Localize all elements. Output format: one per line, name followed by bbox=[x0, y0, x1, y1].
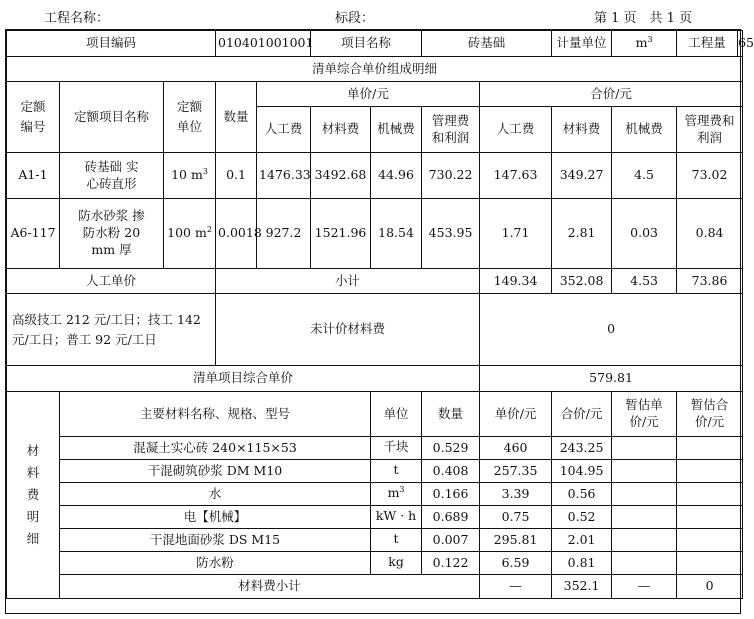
material-qty: 0.408 bbox=[422, 460, 480, 483]
column-header-row-1 bbox=[7, 82, 743, 107]
u-machine: 18.54 bbox=[371, 199, 422, 269]
col-quota-no: 定额编号 bbox=[7, 82, 60, 153]
u-machine: 44.96 bbox=[371, 153, 422, 199]
material-qty: 0.122 bbox=[422, 552, 480, 575]
unpriced-material-row bbox=[7, 294, 743, 366]
material-unit: 千块 bbox=[371, 437, 422, 460]
page-header bbox=[0, 0, 748, 30]
quota-unit: 10 $m^3$ bbox=[164, 153, 216, 199]
material-header-row bbox=[7, 392, 743, 437]
item-name: 砖基础 bbox=[422, 31, 552, 57]
unpriced-material-label: 未计价材料费 bbox=[216, 294, 480, 366]
subtotal-material: 352.08 bbox=[552, 269, 612, 294]
quota-no: A6-117 bbox=[7, 199, 60, 269]
labor-rates: 高级技工 212 元/工日；技工 142 元/工日；普工 92 元/工日 bbox=[7, 294, 216, 366]
labor-unit-price-label: 人工单价 bbox=[7, 269, 216, 294]
material-unit: kW · h bbox=[371, 506, 422, 529]
item-qty-cell bbox=[677, 31, 754, 57]
material-unit: kg bbox=[371, 552, 422, 575]
u-mgmt: 453.95 bbox=[422, 199, 480, 269]
material-price: 6.59 bbox=[480, 552, 552, 575]
material-price: 0.75 bbox=[480, 506, 552, 529]
material-subtotal-est-unit: — bbox=[612, 575, 677, 599]
mat-col-qty: 数量 bbox=[422, 392, 480, 437]
t-mgmt: 73.02 bbox=[677, 153, 743, 199]
quota-name: 防水砂浆 掺防水粉 20 mm 厚 bbox=[60, 199, 164, 269]
u-material: 1521.96 bbox=[311, 199, 371, 269]
material-total: 2.01 bbox=[552, 529, 612, 552]
material-row bbox=[7, 529, 743, 552]
material-est-total bbox=[677, 552, 743, 575]
material-est-unit bbox=[612, 437, 677, 460]
quota-qty: 0.0018 bbox=[216, 199, 257, 269]
mat-col-est-total: 暂估合价/元 bbox=[677, 392, 743, 437]
quota-qty: 0.1 bbox=[216, 153, 257, 199]
item-qty-label: 工程量 bbox=[677, 31, 738, 56]
material-row bbox=[7, 552, 743, 575]
project-name-label: 工程名称： bbox=[44, 11, 110, 26]
material-subtotal-row bbox=[7, 575, 743, 599]
material-est-unit bbox=[612, 483, 677, 506]
col-u-machine: 机械费 bbox=[371, 107, 422, 153]
material-row bbox=[7, 483, 743, 506]
mat-col-unit-price: 单价/元 bbox=[480, 392, 552, 437]
material-qty: 0.166 bbox=[422, 483, 480, 506]
subtotal-mgmt: 73.86 bbox=[677, 269, 743, 294]
material-total: 243.25 bbox=[552, 437, 612, 460]
composite-unit-price-row bbox=[7, 366, 743, 392]
mat-col-est-unit: 暂估单价/元 bbox=[612, 392, 677, 437]
t-material: 349.27 bbox=[552, 153, 612, 199]
t-labor: 1.71 bbox=[480, 199, 552, 269]
material-est-unit bbox=[612, 552, 677, 575]
material-name: 电【机械】 bbox=[60, 506, 371, 529]
composite-unit-price-label: 清单项目综合单价 bbox=[7, 366, 480, 392]
material-row bbox=[7, 460, 743, 483]
composite-unit-price-value: 579.81 bbox=[480, 366, 743, 392]
subtotal-machine: 4.53 bbox=[612, 269, 677, 294]
item-code: 010401001001 bbox=[216, 31, 311, 57]
col-u-material: 材料费 bbox=[311, 107, 371, 153]
col-total-price: 合价/元 bbox=[480, 82, 743, 107]
subtotal-row bbox=[7, 269, 743, 294]
material-row bbox=[7, 506, 743, 529]
page-info: 第 1 页 共 1 页 bbox=[594, 11, 693, 26]
material-row bbox=[7, 437, 743, 460]
unpriced-material-value: 0 bbox=[480, 294, 743, 366]
quota-row bbox=[7, 199, 743, 269]
material-unit: t bbox=[371, 460, 422, 483]
t-machine: 0.03 bbox=[612, 199, 677, 269]
material-price: 257.35 bbox=[480, 460, 552, 483]
t-labor: 147.63 bbox=[480, 153, 552, 199]
material-unit: t bbox=[371, 529, 422, 552]
material-est-total bbox=[677, 437, 743, 460]
material-side-label bbox=[7, 392, 60, 599]
material-est-total bbox=[677, 506, 743, 529]
u-labor: 1476.33 bbox=[257, 153, 311, 199]
material-est-total bbox=[677, 529, 743, 552]
col-u-labor: 人工费 bbox=[257, 107, 311, 153]
composition-title-row bbox=[7, 57, 743, 82]
material-price: 3.39 bbox=[480, 483, 552, 506]
t-material: 2.81 bbox=[552, 199, 612, 269]
t-machine: 4.5 bbox=[612, 153, 677, 199]
col-quantity: 数量 bbox=[216, 82, 257, 153]
unit-price-analysis-table bbox=[6, 30, 754, 599]
item-code-label: 项目编码 bbox=[7, 31, 216, 57]
u-labor: 927.2 bbox=[257, 199, 311, 269]
col-t-labor: 人工费 bbox=[480, 107, 552, 153]
item-name-label: 项目名称 bbox=[311, 31, 422, 57]
material-name: 混凝土实心砖 240×115×53 bbox=[60, 437, 371, 460]
material-subtotal-total: 352.1 bbox=[552, 575, 612, 599]
item-unit-label: 计量单位 bbox=[552, 31, 612, 57]
t-mgmt: 0.84 bbox=[677, 199, 743, 269]
material-total: 0.56 bbox=[552, 483, 612, 506]
u-mgmt: 730.22 bbox=[422, 153, 480, 199]
mat-col-name: 主要材料名称、规格、型号 bbox=[60, 392, 371, 437]
col-t-material: 材料费 bbox=[552, 107, 612, 153]
material-subtotal-price: — bbox=[480, 575, 552, 599]
item-qty: 65 bbox=[738, 35, 754, 51]
material-name: 防水粉 bbox=[60, 552, 371, 575]
quota-name: 砖基础 实心砖直形 bbox=[60, 153, 164, 199]
item-info-row bbox=[7, 31, 743, 57]
subtotal-labor: 149.34 bbox=[480, 269, 552, 294]
col-t-machine: 机械费 bbox=[612, 107, 677, 153]
material-est-total bbox=[677, 460, 743, 483]
item-unit: $m^3$ bbox=[612, 31, 677, 57]
material-total: 104.95 bbox=[552, 460, 612, 483]
col-quota-name: 定额项目名称 bbox=[60, 82, 164, 153]
material-qty: 0.689 bbox=[422, 506, 480, 529]
composition-title: 清单综合单价组成明细 bbox=[7, 57, 743, 82]
material-total: 0.52 bbox=[552, 506, 612, 529]
material-price: 295.81 bbox=[480, 529, 552, 552]
material-est-unit bbox=[612, 529, 677, 552]
quota-row bbox=[7, 153, 743, 199]
material-est-unit bbox=[612, 506, 677, 529]
material-name: 水 bbox=[60, 483, 371, 506]
col-t-mgmt: 管理费和利润 bbox=[677, 107, 743, 153]
col-u-mgmt: 管理费和利润 bbox=[422, 107, 480, 153]
material-side-label-text: 材料费明细 bbox=[26, 443, 40, 546]
material-est-total bbox=[677, 483, 743, 506]
material-price: 460 bbox=[480, 437, 552, 460]
material-subtotal-est-total: 0 bbox=[677, 575, 743, 599]
mat-col-unit: 单位 bbox=[371, 392, 422, 437]
quota-unit: 100 $m^2$ bbox=[164, 199, 216, 269]
section-label: 标段： bbox=[335, 11, 375, 26]
subtotal-label: 小计 bbox=[216, 269, 480, 294]
material-unit: $m^3$ bbox=[371, 483, 422, 506]
material-total: 0.81 bbox=[552, 552, 612, 575]
u-material: 3492.68 bbox=[311, 153, 371, 199]
material-subtotal-label: 材料费小计 bbox=[60, 575, 480, 599]
material-name: 干混砌筑砂浆 DM M10 bbox=[60, 460, 371, 483]
mat-col-total: 合价/元 bbox=[552, 392, 612, 437]
material-est-unit bbox=[612, 460, 677, 483]
material-qty: 0.529 bbox=[422, 437, 480, 460]
material-name: 干混地面砂浆 DS M15 bbox=[60, 529, 371, 552]
quota-no: A1-1 bbox=[7, 153, 60, 199]
col-quota-unit: 定额单位 bbox=[164, 82, 216, 153]
col-unit-price: 单价/元 bbox=[257, 82, 480, 107]
material-qty: 0.007 bbox=[422, 529, 480, 552]
